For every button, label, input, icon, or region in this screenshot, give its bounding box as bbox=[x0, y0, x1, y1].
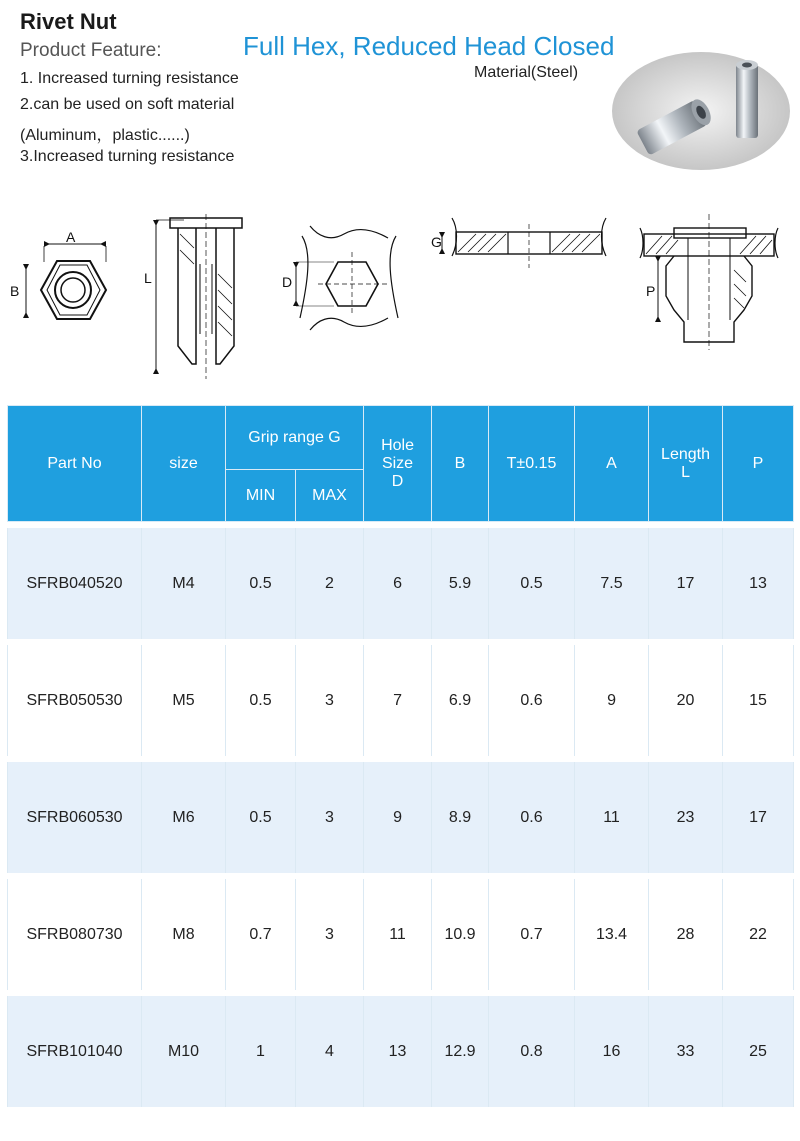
cell-min: 0.5 bbox=[226, 528, 296, 639]
cell-a: 13.4 bbox=[575, 879, 649, 990]
cell-d: 9 bbox=[364, 762, 432, 873]
feature-item-3: (Aluminum，plastic......) bbox=[20, 127, 190, 144]
cell-d: 13 bbox=[364, 996, 432, 1107]
product-feature-heading: Product Feature: bbox=[20, 40, 162, 61]
cell-min: 0.7 bbox=[226, 879, 296, 990]
cell-d: 6 bbox=[364, 528, 432, 639]
cell-part-no: SFRB050530 bbox=[8, 645, 142, 756]
table-row bbox=[8, 762, 794, 873]
cell-max: 3 bbox=[296, 645, 364, 756]
header-b: B bbox=[432, 406, 489, 522]
product-photo bbox=[612, 52, 790, 170]
header-a: A bbox=[575, 406, 649, 522]
cell-d: 7 bbox=[364, 645, 432, 756]
table-row bbox=[8, 645, 794, 756]
header-hole-size-line3: D bbox=[391, 472, 404, 490]
cell-max: 3 bbox=[296, 762, 364, 873]
cell-min: 0.5 bbox=[226, 762, 296, 873]
feature-item-4: 3.Increased turning resistance bbox=[20, 148, 235, 165]
header-length bbox=[649, 406, 723, 522]
cell-size: M4 bbox=[142, 528, 226, 639]
cell-t: 0.6 bbox=[489, 762, 575, 873]
cell-part-no: SFRB060530 bbox=[8, 762, 142, 873]
cell-b: 10.9 bbox=[432, 879, 489, 990]
cell-min: 1 bbox=[226, 996, 296, 1107]
header-min: MIN bbox=[226, 470, 296, 522]
spec-table bbox=[7, 405, 794, 1107]
header-part-no: Part No bbox=[8, 406, 142, 522]
cell-min: 0.5 bbox=[226, 645, 296, 756]
cell-max: 4 bbox=[296, 996, 364, 1107]
installed-rivet-nut-diagram bbox=[628, 210, 788, 350]
header-grip-range: Grip range G bbox=[226, 406, 364, 470]
cell-a: 11 bbox=[575, 762, 649, 873]
cell-size: M10 bbox=[142, 996, 226, 1107]
header-hole-size-line1: Hole bbox=[381, 436, 414, 454]
dimension-label-p: P bbox=[646, 283, 656, 299]
feature-item-2: 2.can be used on soft material bbox=[20, 96, 235, 113]
cell-t: 0.5 bbox=[489, 528, 575, 639]
cell-a: 7.5 bbox=[575, 528, 649, 639]
table-row bbox=[8, 528, 794, 639]
dimension-label-b: B bbox=[10, 283, 20, 299]
cell-b: 5.9 bbox=[432, 528, 489, 639]
cell-b: 12.9 bbox=[432, 996, 489, 1107]
cell-part-no: SFRB101040 bbox=[8, 996, 142, 1107]
header-size: size bbox=[142, 406, 226, 522]
cell-l: 17 bbox=[649, 528, 723, 639]
cell-size: M6 bbox=[142, 762, 226, 873]
header-p: P bbox=[723, 406, 794, 522]
cell-p: 25 bbox=[723, 996, 794, 1107]
dimension-label-l: L bbox=[144, 270, 152, 286]
header-t: T±0.15 bbox=[489, 406, 575, 522]
cell-d: 11 bbox=[364, 879, 432, 990]
cell-size: M5 bbox=[142, 645, 226, 756]
cell-part-no: SFRB080730 bbox=[8, 879, 142, 990]
table-row bbox=[8, 879, 794, 990]
cell-part-no: SFRB040520 bbox=[8, 528, 142, 639]
cell-t: 0.6 bbox=[489, 645, 575, 756]
header-hole-size-line2: Size bbox=[381, 454, 414, 472]
table-row bbox=[8, 996, 794, 1107]
cell-l: 28 bbox=[649, 879, 723, 990]
cell-max: 3 bbox=[296, 879, 364, 990]
cell-t: 0.7 bbox=[489, 879, 575, 990]
cell-l: 20 bbox=[649, 645, 723, 756]
hex-hole-diagram bbox=[278, 222, 418, 334]
cell-b: 8.9 bbox=[432, 762, 489, 873]
cell-p: 15 bbox=[723, 645, 794, 756]
header-max: MAX bbox=[296, 470, 364, 522]
side-section-diagram bbox=[140, 214, 250, 379]
dimension-label-a: A bbox=[66, 229, 76, 245]
cell-size: M8 bbox=[142, 879, 226, 990]
product-headline: Full Hex, Reduced Head Closed bbox=[243, 31, 615, 61]
header-length-line2: L bbox=[681, 463, 690, 481]
cell-a: 16 bbox=[575, 996, 649, 1107]
cell-p: 17 bbox=[723, 762, 794, 873]
cell-p: 22 bbox=[723, 879, 794, 990]
cell-a: 9 bbox=[575, 645, 649, 756]
cell-t: 0.8 bbox=[489, 996, 575, 1107]
header-hole-size bbox=[364, 406, 432, 522]
header-length-line1: Length bbox=[661, 445, 710, 463]
material-label: Material(Steel) bbox=[474, 64, 579, 81]
cell-b: 6.9 bbox=[432, 645, 489, 756]
page-title: Rivet Nut bbox=[20, 9, 117, 34]
dimension-label-d: D bbox=[282, 274, 293, 290]
cell-p: 13 bbox=[723, 528, 794, 639]
cell-l: 23 bbox=[649, 762, 723, 873]
dimension-label-g: G bbox=[431, 234, 442, 250]
plate-section-diagram bbox=[428, 214, 618, 274]
cell-max: 2 bbox=[296, 528, 364, 639]
feature-item-1: 1. Increased turning resistance bbox=[20, 70, 239, 87]
cell-l: 33 bbox=[649, 996, 723, 1107]
